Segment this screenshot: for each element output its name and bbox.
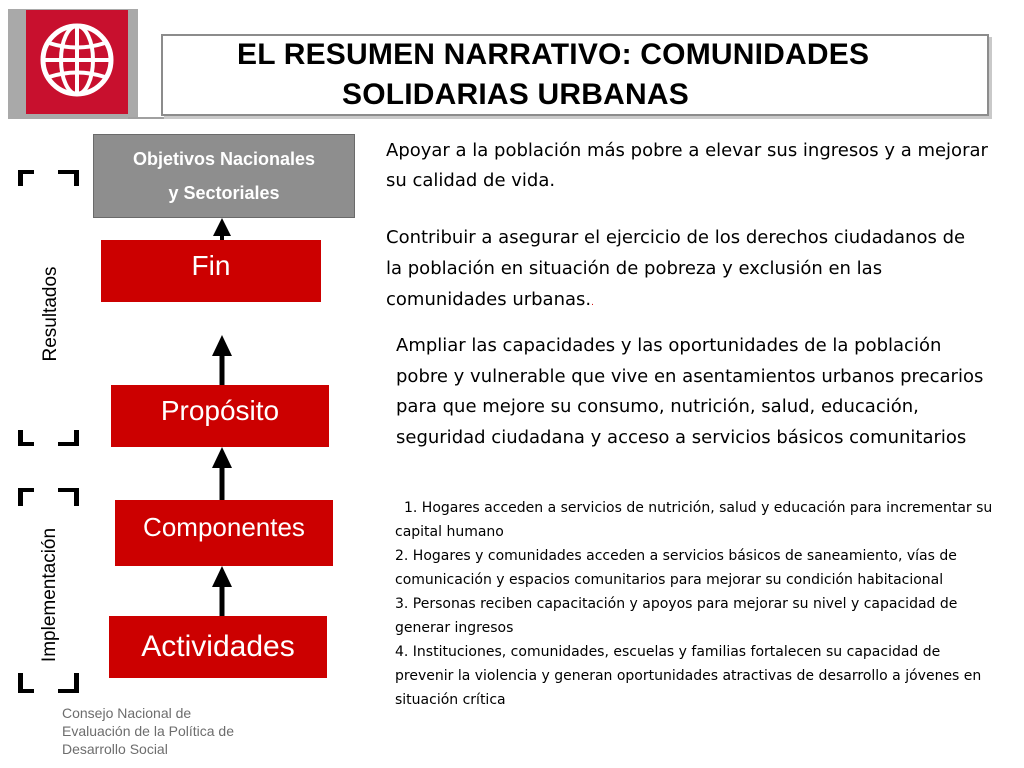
objectives-line-2: y Sectoriales [168, 183, 280, 203]
fin-description [386, 222, 966, 319]
arrowhead-actividades-componentes [212, 566, 232, 587]
title-line-2: SOLIDARIAS URBANAS [342, 78, 689, 111]
footer-line-3: Desarrollo Social [62, 741, 168, 757]
resultados-bracket-bottom-right-v [74, 430, 79, 446]
arrowhead-fin-objectives [213, 218, 231, 236]
arrowhead-proposito-fin [212, 335, 232, 356]
footer-line-1: Consejo Nacional de [62, 705, 192, 721]
implementacion-bracket-left [18, 488, 23, 506]
componentes-box: Componentes [115, 500, 333, 566]
fin-description-suffix: . [591, 298, 594, 308]
objectives-line-1: Objetivos Nacionales [132, 149, 316, 169]
componente-item-2: 2. Hogares y comunidades acceden a servicios básicos de saneamiento, vías de comunicación y espacios comunitarios para mejorar su condición habitacional [395, 548, 957, 588]
resultados-bracket-left [18, 170, 23, 186]
componente-item-4: 4. Instituciones, comunidades, escuelas y familias fortalecen su capacidad de prevenir la violencia y generan oportunidades atractivas de desarrollo a jóvenes en situación crítica [395, 644, 982, 708]
fin-description-text: Contribuir a asegurar el ejercicio de los derechos ciudadanos de la población en situación de pobreza y exclusión en las comunidades urbanas. [386, 227, 966, 310]
componente-item-1: 1. Hogares acceden a servicios de nutrición, salud y educación para incrementar su capital humano [395, 500, 993, 540]
objectives-description: Apoyar a la población más pobre a elevar sus ingresos y a mejorar su calidad de vida. [386, 140, 988, 191]
resultados-bracket-right [74, 170, 79, 186]
resultados-bracket-bottom-left-v [18, 430, 23, 446]
implementacion-bracket-bottom-right-v [74, 673, 79, 693]
componentes-description [395, 496, 995, 712]
proposito-box: Propósito [111, 385, 329, 447]
arrowhead-componentes-proposito [212, 447, 232, 468]
proposito-description: Ampliar las capacidades y las oportunidades de la población pobre y vulnerable que vive en asentamientos urbanos precarios para que mejore su consumo, nutrición, salud, educación, seguridad ciudadana y acceso a servicios básicos comunitarios [396, 335, 984, 448]
footer-credit [62, 704, 292, 758]
resultados-label: Resultados [40, 266, 61, 362]
componente-item-3: 3. Personas reciben capacitación y apoyos para mejorar su nivel y capacidad de generar ingresos [395, 596, 958, 636]
footer-line-2: Evaluación de la Política de [62, 723, 234, 739]
implementacion-label: Implementación [39, 527, 60, 663]
fin-box: Fin [101, 240, 321, 302]
implementacion-bracket-bottom-left-v [18, 673, 23, 693]
implementacion-bracket-right [74, 488, 79, 506]
title-line-1: EL RESUMEN NARRATIVO: COMUNIDADES [237, 38, 870, 71]
actividades-box: Actividades [109, 616, 327, 678]
